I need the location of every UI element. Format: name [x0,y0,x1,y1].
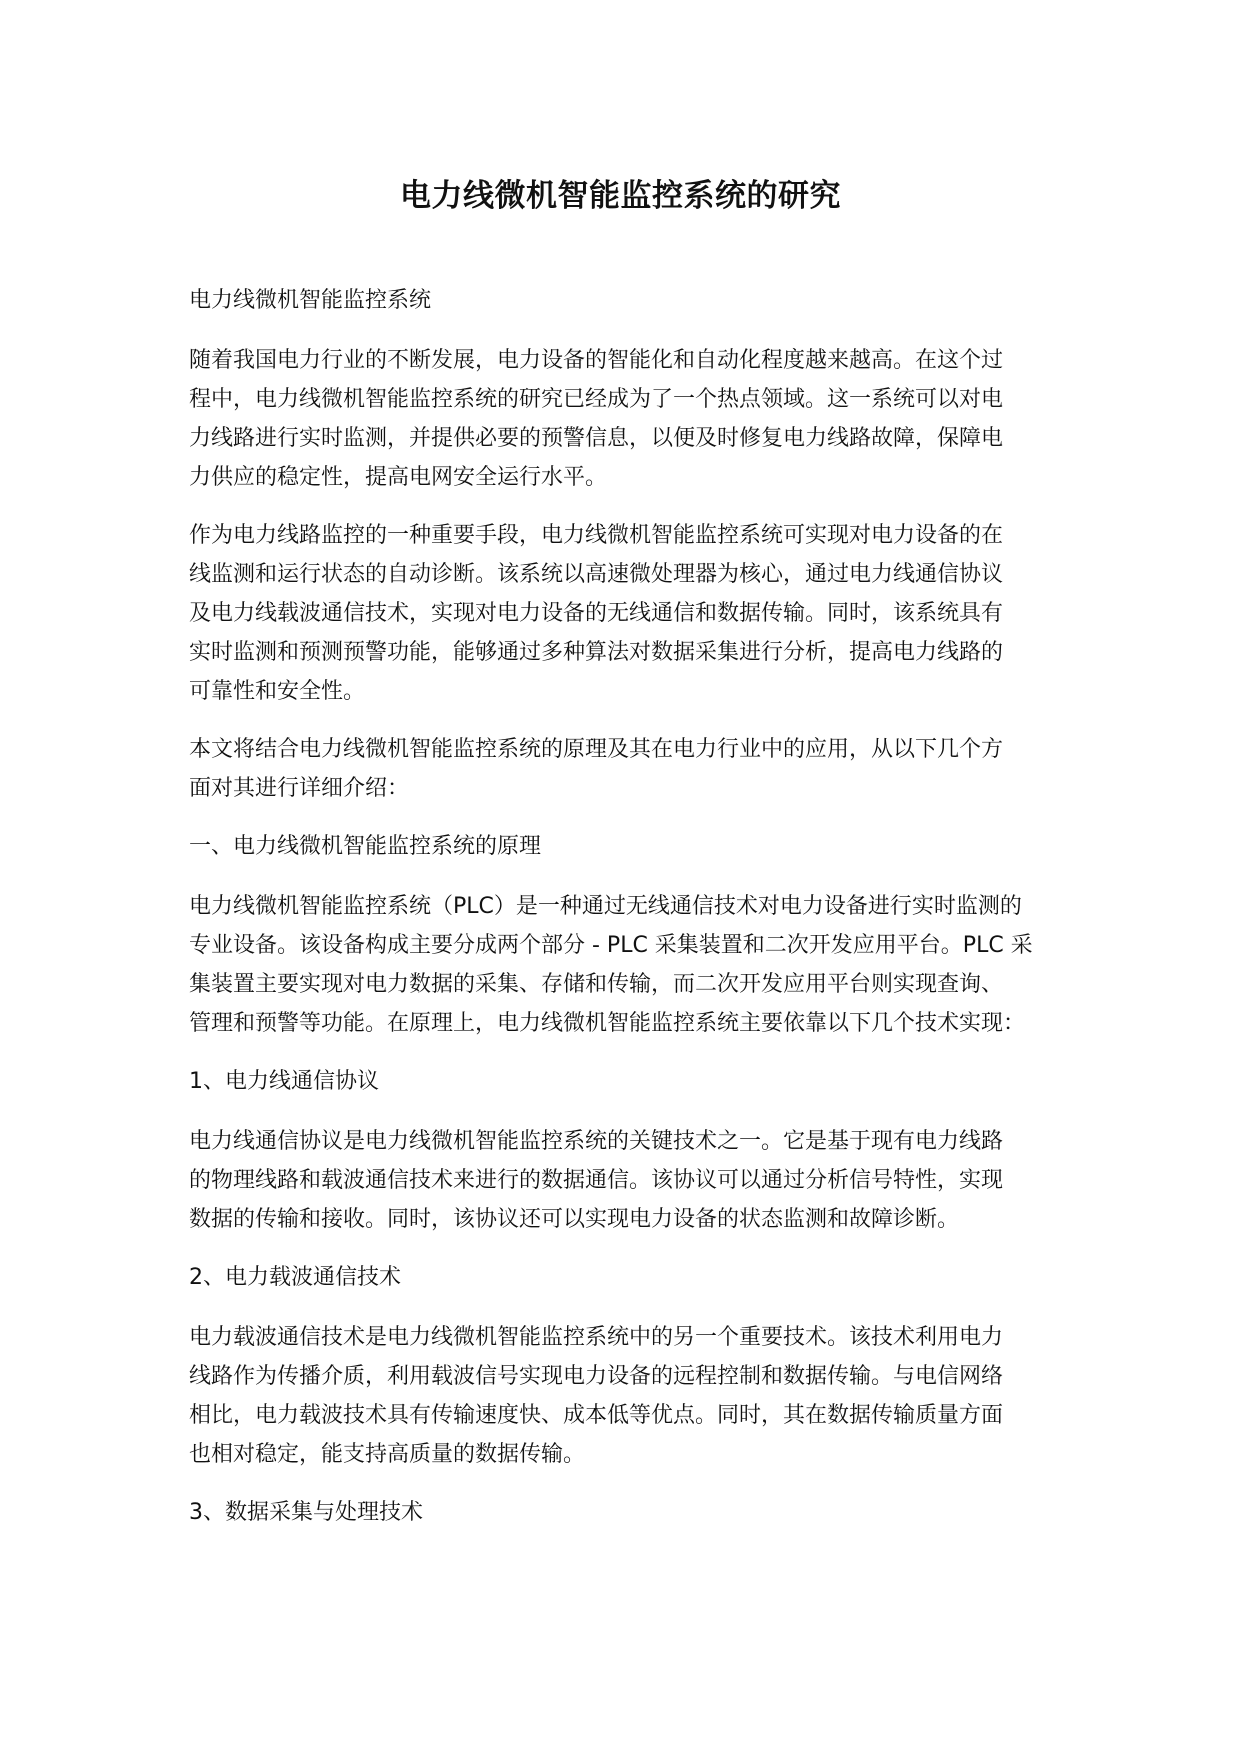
paragraph-5-line: 的物理线路和载波通信技术来进行的数据通信。该协议可以通过分析信号特性，实现 [189,1168,1004,1193]
document-title: 电力线微机智能监控系统的研究 [400,178,841,214]
paragraph-1 [189,341,1089,497]
paragraph-2-line: 线监测和运行状态的自动诊断。该系统以高速微处理器为核心，通过电力线通信协议 [189,562,1004,587]
paragraph-4-line: 专业设备。该设备构成主要分成两个部分 - PLC 采集装置和二次开发应用平台。PLC 采 [189,933,1033,958]
paragraph-2 [189,516,1089,711]
paragraph-6-line: 也相对稳定，能支持高质量的数据传输。 [189,1442,586,1467]
paragraph-5-line: 数据的传输和接收。同时，该协议还可以实现电力设备的状态监测和故障诊断。 [189,1207,960,1232]
item-3-heading: 3、数据采集与处理技术 [189,1500,423,1525]
section-1-heading: 一、电力线微机智能监控系统的原理 [189,834,542,859]
subtitle: 电力线微机智能监控系统 [189,288,432,313]
paragraph-6-line: 线路作为传播介质，利用载波信号实现电力设备的远程控制和数据传输。与电信网络 [189,1364,1004,1389]
item-2-heading: 2、电力载波通信技术 [189,1265,401,1290]
paragraph-4 [189,887,1089,1043]
paragraph-4-line: 集装置主要实现对电力数据的采集、存储和传输，而二次开发应用平台则实现查询、 [189,972,1004,997]
paragraph-3-line: 面对其进行详细介绍： [189,776,410,801]
paragraph-6-line: 相比，电力载波技术具有传输速度快、成本低等优点。同时，其在数据传输质量方面 [189,1403,1004,1428]
paragraph-4-line: 电力线微机智能监控系统（PLC）是一种通过无线通信技术对电力设备进行实时监测的 [189,894,1022,919]
paragraph-2-line: 实时监测和预测预警功能，能够通过多种算法对数据采集进行分析，提高电力线路的 [189,640,1004,665]
document-body [189,281,1089,1532]
paragraph-3 [189,730,1089,808]
paragraph-5-line: 电力线通信协议是电力线微机智能监控系统的关键技术之一。它是基于现有电力线路 [189,1129,1004,1154]
paragraph-3-line: 本文将结合电力线微机智能监控系统的原理及其在电力行业中的应用，从以下几个方 [189,737,1004,762]
paragraph-6 [189,1318,1089,1474]
paragraph-1-line: 力供应的稳定性，提高电网安全运行水平。 [189,465,608,490]
paragraph-2-line: 可靠性和安全性。 [189,679,366,704]
paragraph-4-line: 管理和预警等功能。在原理上，电力线微机智能监控系统主要依靠以下几个技术实现： [189,1011,1026,1036]
paragraph-1-line: 力线路进行实时监测，并提供必要的预警信息，以便及时修复电力线路故障，保障电 [189,426,1004,451]
paragraph-2-line: 作为电力线路监控的一种重要手段，电力线微机智能监控系统可实现对电力设备的在 [189,523,1004,548]
paragraph-1-line: 随着我国电力行业的不断发展，电力设备的智能化和自动化程度越来越高。在这个过 [189,348,1004,373]
paragraph-2-line: 及电力线载波通信技术，实现对电力设备的无线通信和数据传输。同时，该系统具有 [189,601,1004,626]
paragraph-1-line: 程中，电力线微机智能监控系统的研究已经成为了一个热点领域。这一系统可以对电 [189,387,1004,412]
item-1-heading: 1、电力线通信协议 [189,1069,379,1094]
paragraph-5 [189,1122,1089,1239]
paragraph-6-line: 电力载波通信技术是电力线微机智能监控系统中的另一个重要技术。该技术利用电力 [189,1325,1004,1350]
